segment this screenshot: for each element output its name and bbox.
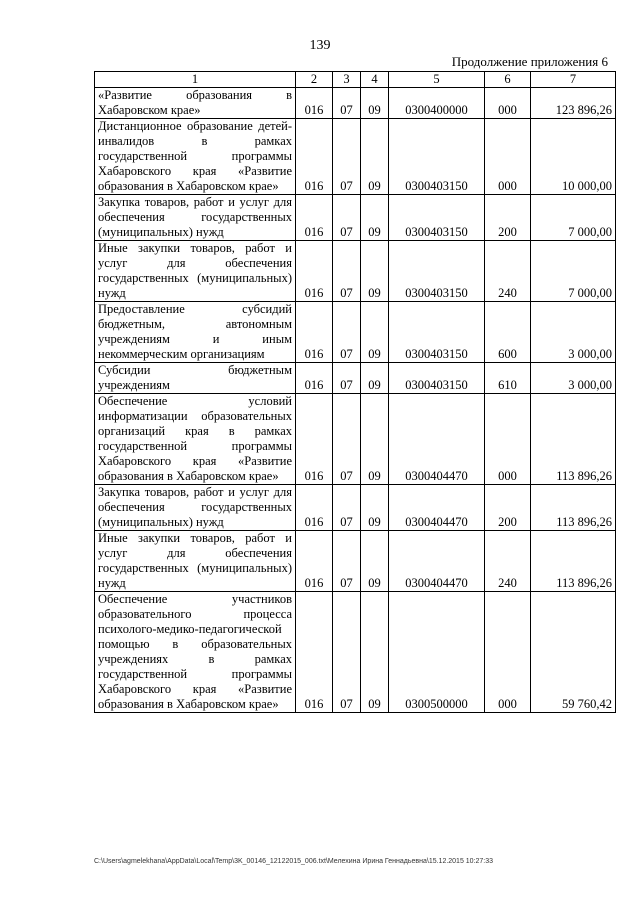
footer-path: C:\Users\agmelekhana\AppData\Local\Temp\3K_00146_12122015_006.txt\Мелехина Ирина Геннадьевна\15.12.2015 10:27:33 [94,858,494,865]
section-code: 07 [333,302,361,363]
header-cell: 3 [333,72,361,88]
ministry-code: 016 [296,241,333,302]
header-row [95,72,616,88]
amount: 113 896,26 [531,394,616,485]
item-name: Субсидии бюджетным учреждениям [95,363,296,394]
ministry-code: 016 [296,531,333,592]
ministry-code: 016 [296,592,333,713]
target-code: 0300404470 [389,531,485,592]
amount: 123 896,26 [531,88,616,119]
subsection-code: 09 [361,302,389,363]
expense-type-code: 000 [485,592,531,713]
expense-type-code: 200 [485,195,531,241]
section-code: 07 [333,195,361,241]
subsection-code: 09 [361,241,389,302]
target-code: 0300403150 [389,195,485,241]
subsection-code: 09 [361,195,389,241]
amount: 113 896,26 [531,531,616,592]
header-cell: 7 [531,72,616,88]
section-code: 07 [333,241,361,302]
expense-type-code: 600 [485,302,531,363]
subsection-code: 09 [361,531,389,592]
expense-type-code: 000 [485,394,531,485]
section-code: 07 [333,485,361,531]
ministry-code: 016 [296,88,333,119]
item-name: Закупка товаров, работ и услуг для обеспечения государственных (муниципальных) нужд [95,485,296,531]
target-code: 0300403150 [389,302,485,363]
ministry-code: 016 [296,394,333,485]
table-row [95,485,616,531]
expense-type-code: 610 [485,363,531,394]
target-code: 0300403150 [389,363,485,394]
table-row [95,394,616,485]
item-name: Иные закупки товаров, работ и услуг для обеспечения государственных (муниципальных) нужд [95,531,296,592]
table-row [95,88,616,119]
table-row [95,195,616,241]
expense-type-code: 240 [485,531,531,592]
ministry-code: 016 [296,302,333,363]
ministry-code: 016 [296,363,333,394]
continuation-label: Продолжение приложения 6 [451,54,608,69]
amount: 3 000,00 [531,302,616,363]
section-code: 07 [333,531,361,592]
table-row [95,363,616,394]
subsection-code: 09 [361,592,389,713]
subsection-code: 09 [361,363,389,394]
ministry-code: 016 [296,485,333,531]
expense-type-code: 240 [485,241,531,302]
section-code: 07 [333,592,361,713]
target-code: 0300403150 [389,119,485,195]
target-code: 0300400000 [389,88,485,119]
item-name: Предоставление субсидий бюджетным, автономным учреждениям и иным некоммерческим организациям [95,302,296,363]
amount: 59 760,42 [531,592,616,713]
amount: 7 000,00 [531,241,616,302]
ministry-code: 016 [296,195,333,241]
item-name: Обеспечение участников образовательного процесса психолого-медико-педагогической помощью в образовательных учреждениях в рамках государственной программы Хабаровского края «Развитие образования в Хабаровском крае» [95,592,296,713]
table-row [95,241,616,302]
section-code: 07 [333,394,361,485]
target-code: 0300404470 [389,394,485,485]
amount: 7 000,00 [531,195,616,241]
item-name: Обеспечение условий информатизации образовательных организаций края в рамках государственной программы Хабаровского края «Развитие образования в Хабаровском крае» [95,394,296,485]
section-code: 07 [333,119,361,195]
table-row [95,531,616,592]
target-code: 0300403150 [389,241,485,302]
header-cell: 2 [296,72,333,88]
target-code: 0300500000 [389,592,485,713]
table-row [95,119,616,195]
item-name: Закупка товаров, работ и услуг для обеспечения государственных (муниципальных) нужд [95,195,296,241]
header-cell: 1 [95,72,296,88]
item-name: Иные закупки товаров, работ и услуг для обеспечения государственных (муниципальных) нужд [95,241,296,302]
item-name: Дистанционное образование детей-инвалидов в рамках государственной программы Хабаровского края «Развитие образования в Хабаровском крае» [95,119,296,195]
ministry-code: 016 [296,119,333,195]
budget-table [94,71,616,713]
target-code: 0300404470 [389,485,485,531]
header-cell: 5 [389,72,485,88]
amount: 113 896,26 [531,485,616,531]
subsection-code: 09 [361,394,389,485]
expense-type-code: 000 [485,119,531,195]
subsection-code: 09 [361,119,389,195]
subsection-code: 09 [361,88,389,119]
subsection-code: 09 [361,485,389,531]
header-cell: 6 [485,72,531,88]
table-row [95,302,616,363]
section-code: 07 [333,363,361,394]
section-code: 07 [333,88,361,119]
header-cell: 4 [361,72,389,88]
page-number: 139 [309,38,331,53]
amount: 3 000,00 [531,363,616,394]
expense-type-code: 200 [485,485,531,531]
table-row [95,592,616,713]
expense-type-code: 000 [485,88,531,119]
item-name: «Развитие образования в Хабаровском крае» [95,88,296,119]
amount: 10 000,00 [531,119,616,195]
